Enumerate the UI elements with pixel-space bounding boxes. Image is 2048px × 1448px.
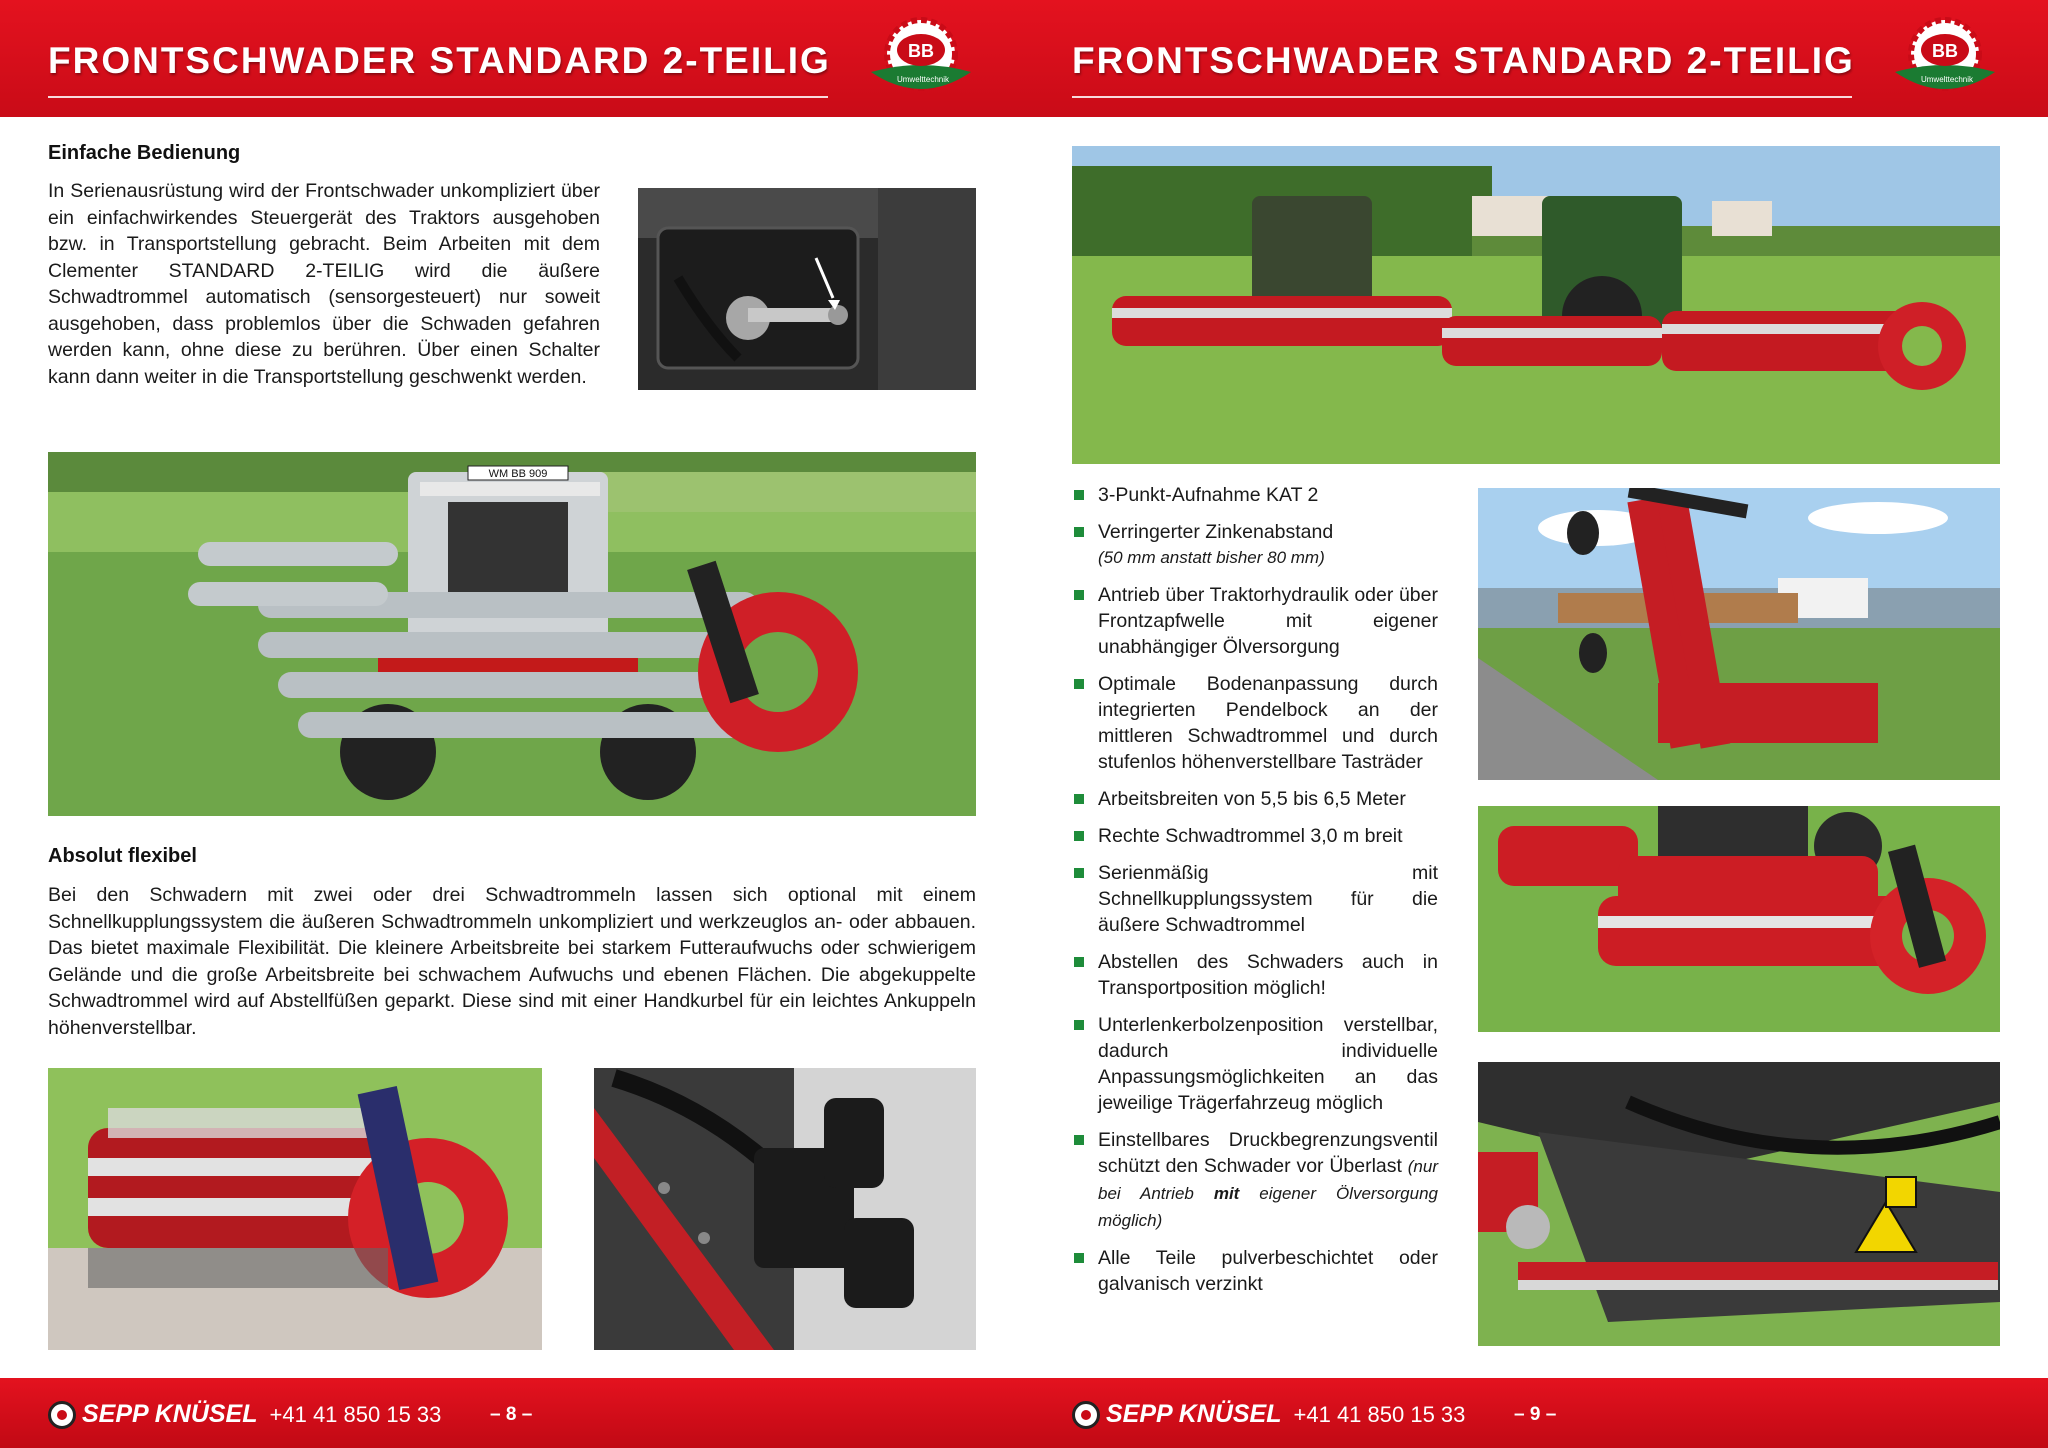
svg-text:WM BB 909: WM BB 909 — [488, 468, 548, 480]
bullet-icon — [1074, 794, 1084, 804]
list-item: Antrieb über Traktorhydraulik oder über Frontzapfwelle mit eigener unabhängiger Ölversorgung — [1072, 582, 1438, 660]
section-heading: Absolut flexibel — [48, 845, 197, 867]
list-item: 3-Punkt-Aufnahme KAT 2 — [1072, 482, 1438, 508]
footer-right — [1024, 1378, 2048, 1448]
section-heading: Einfache Bedienung — [48, 142, 241, 164]
page-title: FRONTSCHWADER STANDARD 2-TEILIG — [48, 40, 831, 81]
svg-text:BB: BB — [908, 41, 934, 61]
list-item: Serienmäßig mit Schnellkupplungssystem für die äußere Schwadtrommel — [1072, 860, 1438, 938]
bullet-icon — [1074, 957, 1084, 967]
sensor-closeup-photo — [638, 188, 976, 390]
footer-brand: SEPP KNÜSEL +41 41 850 15 33 — [48, 1400, 441, 1429]
sk-logo-icon — [1072, 1401, 1100, 1429]
svg-text:BB: BB — [1932, 41, 1958, 61]
list-item: Einstellbares Druckbegrenzungsventil schützt den Schwader vor Überlast (nur bei Antrieb mit eigener Ölversorgung möglich) — [1072, 1127, 1438, 1234]
header-left — [0, 0, 1024, 117]
bullet-icon — [1074, 679, 1084, 689]
bullet-icon — [1074, 590, 1084, 600]
phone-number: +41 41 850 15 33 — [1293, 1401, 1466, 1427]
phone-number: +41 41 850 15 33 — [269, 1401, 442, 1427]
list-item: Alle Teile pulverbeschichtet oder galvanisch verzinkt — [1072, 1245, 1438, 1297]
list-item: Verringerter Zinkenabstand (50 mm anstatt bisher 80 mm) — [1072, 519, 1438, 571]
svg-text:Umwelttechnik: Umwelttechnik — [896, 75, 950, 84]
page-number: – 8 – — [490, 1404, 533, 1425]
title-underline — [48, 96, 828, 98]
rake-drum-photo — [48, 1068, 542, 1350]
bullet-icon — [1074, 831, 1084, 841]
list-item: Optimale Bodenanpassung durch integrierten Pendelbock an der mittleren Schwadtrommel und durch stufenlos höhenverstellbare Tasträder — [1072, 671, 1438, 775]
list-item: Rechte Schwadtrommel 3,0 m breit — [1072, 823, 1438, 849]
section-body: Bei den Schwadern mit zwei oder drei Schwadtrommeln lassen sich optional mit einem Schnellkupplungssystem die äußeren Schwadtrommeln unkompliziert und werkzeuglos an- oder abbauen. Das bietet maximale Flexibilität. Die kleinere Arbeitsbreite bei starkem Futteraufwuchs oder schwierigem Gelände und die große Arbeitsbreite bei schwachem Aufwuchs und ebenen Flächen. Die abgekuppelte Schwadtrommel wird auf Abstellfüßen geparkt. Diese sind mit einer Handkurbel für ein leichtes Ankuppeln höhenverstellbar. — [48, 884, 976, 1039]
bullet-icon — [1074, 1135, 1084, 1145]
footer-brand: SEPP KNÜSEL +41 41 850 15 33 — [1072, 1400, 1465, 1429]
list-item: Arbeitsbreiten von 5,5 bis 6,5 Meter — [1072, 786, 1438, 812]
two-tractors-rakes-photo — [1072, 146, 2000, 464]
header-right — [1024, 0, 2048, 117]
bullet-icon — [1074, 868, 1084, 878]
transport-position-photo — [1478, 488, 2000, 780]
section-body: In Serienausrüstung wird der Frontschwader unkompliziert über ein einfachwirkendes Steuergerät des Traktors ausgehoben bzw. in Transportstellung gebracht. Beim Arbeiten mit dem Clementer STANDARD 2-TEILIG wird die äußere Schwadtrommel automatisch (sensorgesteuert) nur soweit ausgehoben, dass problemlos über die Schwaden gefahren werden kann, ohne diese zu berühren. Über einen Schalter kann dann weiter in die Transportstellung geschwenkt werden. — [48, 180, 600, 388]
pendulum-mount-photo — [1478, 1062, 2000, 1346]
footer-left — [0, 1378, 1024, 1448]
page-title: FRONTSCHWADER STANDARD 2-TEILIG — [1072, 40, 1855, 81]
page-number: – 9 – — [1514, 1404, 1557, 1425]
list-item: Abstellen des Schwaders auch in Transportposition möglich! — [1072, 949, 1438, 1001]
feature-list — [1072, 482, 1438, 1308]
front-rake-tractor-photo — [48, 452, 976, 816]
quick-coupler-photo — [594, 1068, 976, 1350]
bullet-icon — [1074, 527, 1084, 537]
bullet-icon — [1074, 490, 1084, 500]
title-underline — [1072, 96, 1852, 98]
rake-in-grass-photo — [1478, 806, 2000, 1032]
list-item: Unterlenkerbolzenposition verstellbar, dadurch individuelle Anpassungsmöglichkeiten an das jeweilige Trägerfahrzeug möglich — [1072, 1012, 1438, 1116]
bb-logo — [1890, 14, 2000, 104]
bullet-icon — [1074, 1020, 1084, 1030]
bb-logo — [866, 14, 976, 104]
bullet-icon — [1074, 1253, 1084, 1263]
svg-text:Umwelttechnik: Umwelttechnik — [1920, 75, 1974, 84]
sk-logo-icon — [48, 1401, 76, 1429]
